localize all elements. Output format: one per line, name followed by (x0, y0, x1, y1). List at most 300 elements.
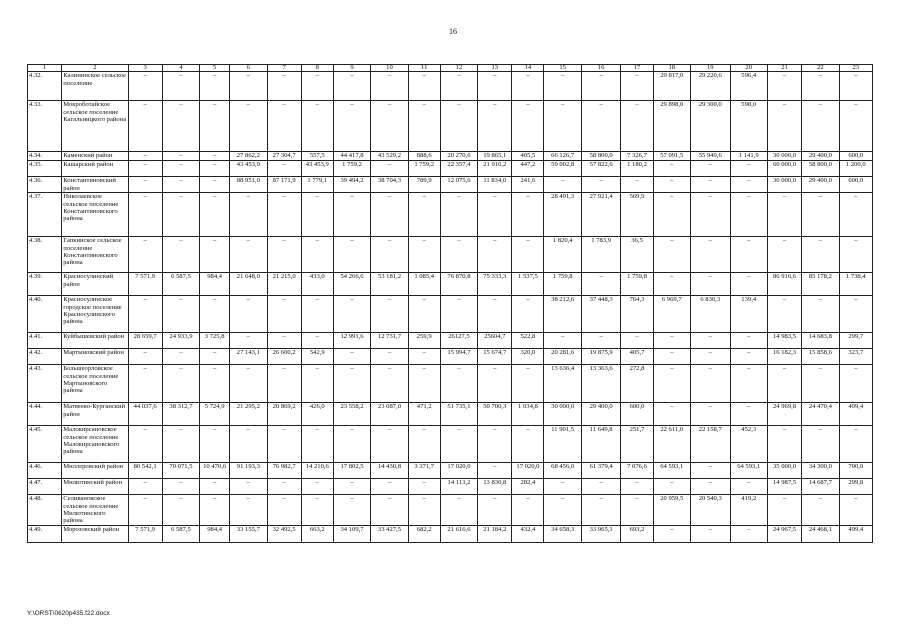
value-cell: 36,5 (621, 237, 653, 273)
municipality-name: Куйбышевский район (62, 333, 128, 349)
value-cell: 29 898,0 (653, 101, 690, 152)
value-cell: 11 649,8 (581, 426, 621, 463)
value-cell: – (200, 495, 230, 525)
value-cell: – (162, 72, 199, 101)
value-cell: 19 865,1 (478, 152, 512, 161)
value-cell: 34 109,7 (333, 525, 370, 542)
value-cell: 6 587,5 (162, 273, 199, 296)
value-cell: 1 180,2 (621, 161, 653, 177)
value-cell: – (730, 365, 767, 403)
value-cell: 33 155,7 (230, 525, 267, 542)
value-cell: – (802, 237, 839, 273)
column-header: 5 (200, 65, 230, 72)
value-cell: – (802, 495, 839, 525)
row-number: 4.37. (28, 193, 62, 237)
value-cell: 24 967,5 (767, 525, 801, 542)
file-path-footer: Y:\ORST\0620p435.f22.docx (27, 610, 110, 617)
value-cell: – (802, 365, 839, 403)
value-cell: – (767, 237, 801, 273)
municipality-name: Каменский район (62, 152, 128, 161)
value-cell: – (690, 273, 730, 296)
municipality-name: Гапкинское сельское поселение Константиновского района (62, 237, 128, 273)
value-cell: – (440, 72, 477, 101)
value-cell: – (440, 193, 477, 237)
value-cell: – (690, 349, 730, 365)
value-cell: 30 000,0 (767, 152, 801, 161)
value-cell: – (162, 177, 199, 193)
value-cell: 1 537,5 (512, 273, 544, 296)
value-cell: 569,9 (621, 193, 653, 237)
value-cell: 35 000,0 (767, 463, 801, 479)
value-cell: 7 076,6 (621, 463, 653, 479)
value-cell: – (230, 495, 267, 525)
value-cell: 20 540,3 (690, 495, 730, 525)
value-cell: – (333, 101, 370, 152)
value-cell: 6 969,7 (653, 296, 690, 333)
value-cell: – (301, 333, 333, 349)
municipality-name: Красносулинский район (62, 273, 128, 296)
column-header: 14 (512, 65, 544, 72)
column-header: 22 (802, 65, 839, 72)
value-cell: – (408, 479, 440, 495)
column-header: 1 (28, 65, 62, 72)
value-cell: 88 951,0 (230, 177, 267, 193)
row-number: 4.38. (28, 237, 62, 273)
table-row (28, 403, 873, 426)
value-cell: – (408, 101, 440, 152)
value-cell: 38 312,7 (162, 403, 199, 426)
value-cell: 700,0 (839, 463, 872, 479)
value-cell: 51 735,1 (440, 403, 477, 426)
value-cell: 43 453,9 (230, 161, 267, 177)
value-cell: – (230, 101, 267, 152)
value-cell: – (301, 479, 333, 495)
value-cell: – (128, 161, 162, 177)
column-header: 8 (301, 65, 333, 72)
value-cell: 14 210,6 (301, 463, 333, 479)
value-cell: – (230, 237, 267, 273)
value-cell: – (200, 349, 230, 365)
value-cell: – (544, 177, 581, 193)
value-cell: – (267, 495, 301, 525)
value-cell: – (440, 296, 477, 333)
table-row (28, 426, 873, 463)
municipality-name: Калининское сельское поселение (62, 72, 128, 101)
row-number: 4.33. (28, 101, 62, 152)
value-cell: – (408, 349, 440, 365)
value-cell: 58 800,0 (802, 161, 839, 177)
value-cell: – (730, 525, 767, 542)
value-cell: 419,2 (730, 495, 767, 525)
table-row (28, 349, 873, 365)
value-cell: 80 542,1 (128, 463, 162, 479)
value-cell: – (581, 495, 621, 525)
value-cell: – (839, 296, 872, 333)
value-cell: 11 901,5 (544, 426, 581, 463)
value-cell: – (802, 193, 839, 237)
value-cell: 29 400,0 (802, 177, 839, 193)
value-cell: – (478, 237, 512, 273)
column-header: 18 (653, 65, 690, 72)
value-cell: – (730, 237, 767, 273)
value-cell: – (333, 365, 370, 403)
value-cell: 85 178,2 (802, 273, 839, 296)
value-cell: – (512, 193, 544, 237)
value-cell: – (621, 177, 653, 193)
value-cell: – (162, 365, 199, 403)
value-cell: – (301, 72, 333, 101)
value-cell: 1 738,4 (839, 273, 872, 296)
column-header: 16 (581, 65, 621, 72)
value-cell: – (128, 349, 162, 365)
value-cell: 22 158,7 (690, 426, 730, 463)
column-header: 23 (839, 65, 872, 72)
row-number: 4.48. (28, 495, 62, 525)
value-cell: 21 215,0 (267, 273, 301, 296)
value-cell: 76 982,7 (267, 463, 301, 479)
value-cell: 14 113,2 (440, 479, 477, 495)
value-cell: – (544, 333, 581, 349)
column-header: 7 (267, 65, 301, 72)
value-cell: 26 600,2 (267, 349, 301, 365)
value-cell: – (128, 479, 162, 495)
value-cell: – (371, 193, 408, 237)
value-cell: 53 181,2 (371, 273, 408, 296)
value-cell: – (200, 72, 230, 101)
row-number: 4.32. (28, 72, 62, 101)
value-cell: – (581, 273, 621, 296)
value-cell: – (128, 152, 162, 161)
value-cell: 251,7 (621, 426, 653, 463)
value-cell: 25604,7 (478, 333, 512, 349)
table-row (28, 72, 873, 101)
value-cell: – (408, 365, 440, 403)
value-cell: 471,2 (408, 403, 440, 426)
value-cell: – (162, 152, 199, 161)
value-cell: 5 724,9 (200, 403, 230, 426)
value-cell: 15 674,7 (478, 349, 512, 365)
value-cell: – (128, 101, 162, 152)
value-cell: 27 304,7 (267, 152, 301, 161)
value-cell: – (301, 237, 333, 273)
value-cell: 24 468,1 (802, 525, 839, 542)
value-cell: – (690, 463, 730, 479)
value-cell: 14 683,8 (802, 333, 839, 349)
value-cell: – (653, 349, 690, 365)
value-cell: – (301, 101, 333, 152)
value-cell: – (128, 426, 162, 463)
value-cell: – (478, 72, 512, 101)
value-cell: – (200, 426, 230, 463)
value-cell: – (621, 72, 653, 101)
value-cell: 272,8 (621, 365, 653, 403)
municipality-name: Мокроботайское сельское поселение Кагальницкого района (62, 101, 128, 152)
value-cell: – (128, 72, 162, 101)
municipality-name: Селивановское сельское поселение Милютинского района (62, 495, 128, 525)
value-cell: – (371, 495, 408, 525)
column-header: 10 (371, 65, 408, 72)
value-cell: – (230, 365, 267, 403)
value-cell: 789,9 (408, 177, 440, 193)
municipality-name: Николаевское сельское поселение Константиновского района (62, 193, 128, 237)
value-cell: 29 400,0 (802, 152, 839, 161)
value-cell: – (371, 349, 408, 365)
value-cell: 43 529,2 (371, 152, 408, 161)
value-cell: – (653, 333, 690, 349)
value-cell: – (544, 495, 581, 525)
value-cell: 1 759,2 (408, 161, 440, 177)
row-number: 4.40. (28, 296, 62, 333)
value-cell: 13 830,8 (478, 479, 512, 495)
value-cell: 27 862,2 (230, 152, 267, 161)
value-cell: – (371, 161, 408, 177)
value-cell: – (333, 349, 370, 365)
value-cell: – (802, 72, 839, 101)
column-header: 3 (128, 65, 162, 72)
value-cell: 39 494,2 (333, 177, 370, 193)
value-cell: 14 687,7 (802, 479, 839, 495)
value-cell: – (478, 101, 512, 152)
value-cell: – (621, 495, 653, 525)
value-cell: 37 448,3 (581, 296, 621, 333)
row-number: 4.35. (28, 161, 62, 177)
value-cell: – (267, 333, 301, 349)
value-cell: – (200, 152, 230, 161)
row-number: 4.45. (28, 426, 62, 463)
value-cell: 16 182,3 (767, 349, 801, 365)
value-cell: – (440, 495, 477, 525)
value-cell: 28 491,3 (544, 193, 581, 237)
municipality-name: Константиновский район (62, 177, 128, 193)
value-cell: 1 200,0 (839, 161, 872, 177)
value-cell: – (621, 101, 653, 152)
column-header: 15 (544, 65, 581, 72)
value-cell: – (690, 177, 730, 193)
value-cell: – (802, 426, 839, 463)
value-cell: 405,5 (512, 152, 544, 161)
value-cell: 984,4 (200, 273, 230, 296)
value-cell: – (839, 426, 872, 463)
value-cell: 139,4 (730, 296, 767, 333)
value-cell: 598,0 (730, 101, 767, 152)
value-cell: 17 802,5 (333, 463, 370, 479)
value-cell: – (440, 101, 477, 152)
value-cell: 24 969,8 (767, 403, 801, 426)
value-cell: 30 000,0 (544, 403, 581, 426)
value-cell: – (162, 237, 199, 273)
value-cell: – (408, 296, 440, 333)
value-cell: – (653, 237, 690, 273)
value-cell: 54 266,6 (333, 273, 370, 296)
value-cell: 12 731,7 (371, 333, 408, 349)
column-header: 12 (440, 65, 477, 72)
value-cell: – (802, 101, 839, 152)
value-cell: – (730, 161, 767, 177)
value-cell: – (730, 403, 767, 426)
value-cell: – (839, 72, 872, 101)
value-cell: – (200, 479, 230, 495)
value-cell: – (162, 479, 199, 495)
value-cell: 432,4 (512, 525, 544, 542)
table-row (28, 333, 873, 349)
row-number: 4.49. (28, 525, 62, 542)
row-number: 4.44. (28, 403, 62, 426)
value-cell: – (512, 296, 544, 333)
value-cell: 1 759,2 (333, 161, 370, 177)
value-cell: – (730, 349, 767, 365)
value-cell: 59 002,8 (544, 161, 581, 177)
value-cell: 1 759,8 (621, 273, 653, 296)
value-cell: – (690, 479, 730, 495)
value-cell: – (128, 237, 162, 273)
value-cell: – (162, 161, 199, 177)
value-cell: – (544, 479, 581, 495)
value-cell: – (162, 296, 199, 333)
value-cell: 12 991,6 (333, 333, 370, 349)
value-cell: 682,2 (408, 525, 440, 542)
value-cell: – (371, 72, 408, 101)
value-cell: – (544, 72, 581, 101)
value-cell: – (690, 193, 730, 237)
value-cell: 6 830,3 (690, 296, 730, 333)
table-row (28, 237, 873, 273)
value-cell: – (581, 479, 621, 495)
value-cell: 61 379,4 (581, 463, 621, 479)
value-cell: – (730, 193, 767, 237)
value-cell: – (581, 72, 621, 101)
budget-table (27, 64, 873, 543)
table-row (28, 525, 873, 542)
value-cell: 20 281,6 (544, 349, 581, 365)
value-cell: – (767, 365, 801, 403)
table-row (28, 273, 873, 296)
value-cell: 23 087,0 (371, 403, 408, 426)
value-cell: – (478, 495, 512, 525)
value-cell: – (730, 479, 767, 495)
value-cell: – (512, 495, 544, 525)
value-cell: – (301, 426, 333, 463)
value-cell: – (478, 426, 512, 463)
value-cell: – (839, 365, 872, 403)
value-cell: – (128, 495, 162, 525)
value-cell: – (230, 426, 267, 463)
value-cell: – (162, 101, 199, 152)
value-cell: 34 658,3 (544, 525, 581, 542)
value-cell: – (371, 365, 408, 403)
value-cell: – (301, 296, 333, 333)
value-cell: 11 834,0 (478, 177, 512, 193)
value-cell: 499,4 (839, 525, 872, 542)
value-cell: 405,7 (621, 349, 653, 365)
value-cell: 323,7 (839, 349, 872, 365)
value-cell: – (839, 495, 872, 525)
value-cell: 55 949,6 (690, 152, 730, 161)
value-cell: – (653, 525, 690, 542)
value-cell: – (581, 101, 621, 152)
row-number: 4.39. (28, 273, 62, 296)
value-cell: – (621, 479, 653, 495)
value-cell: 66 126,7 (544, 152, 581, 161)
value-cell: 1 141,9 (730, 152, 767, 161)
column-header: 4 (162, 65, 199, 72)
value-cell: – (267, 237, 301, 273)
value-cell: 19 875,9 (581, 349, 621, 365)
value-cell: – (478, 365, 512, 403)
value-cell: – (162, 193, 199, 237)
value-cell: 693,2 (621, 525, 653, 542)
value-cell: – (690, 333, 730, 349)
value-cell: 29 220,6 (690, 72, 730, 101)
value-cell: – (730, 333, 767, 349)
value-cell: – (581, 333, 621, 349)
value-cell: – (267, 479, 301, 495)
table-row (28, 479, 873, 495)
value-cell: – (200, 177, 230, 193)
value-cell: 15 858,6 (802, 349, 839, 365)
value-cell: 663,2 (301, 525, 333, 542)
value-cell: – (408, 193, 440, 237)
table-row (28, 296, 873, 333)
column-header: 6 (230, 65, 267, 72)
value-cell: 33 427,5 (371, 525, 408, 542)
value-cell: – (478, 463, 512, 479)
value-cell: – (653, 193, 690, 237)
value-cell: – (653, 403, 690, 426)
value-cell: 14 430,8 (371, 463, 408, 479)
value-cell: 447,2 (512, 161, 544, 177)
column-header: 13 (478, 65, 512, 72)
value-cell: 7 571,9 (128, 525, 162, 542)
value-cell: – (839, 101, 872, 152)
value-cell: – (544, 101, 581, 152)
value-cell: – (200, 365, 230, 403)
municipality-name: Большеорловское сельское поселение Мартыновского района (62, 365, 128, 403)
value-cell: 21 295,2 (230, 403, 267, 426)
value-cell: – (200, 296, 230, 333)
value-cell: 1 759,8 (544, 273, 581, 296)
value-cell: – (267, 72, 301, 101)
value-cell: 596,4 (730, 72, 767, 101)
value-cell: – (200, 237, 230, 273)
municipality-name: Матвеево-Курганский район (62, 403, 128, 426)
column-header: 9 (333, 65, 370, 72)
value-cell: – (440, 237, 477, 273)
municipality-name: Морозовский район (62, 525, 128, 542)
value-cell: – (128, 365, 162, 403)
value-cell: 87 171,9 (267, 177, 301, 193)
value-cell: – (128, 177, 162, 193)
value-cell: 433,0 (301, 273, 333, 296)
value-cell: – (301, 365, 333, 403)
table-row (28, 495, 873, 525)
value-cell: – (128, 193, 162, 237)
value-cell: – (301, 495, 333, 525)
value-cell: – (512, 365, 544, 403)
value-cell: – (690, 237, 730, 273)
value-cell: – (267, 193, 301, 237)
value-cell: – (371, 479, 408, 495)
value-cell: – (333, 193, 370, 237)
value-cell: 21 616,6 (440, 525, 477, 542)
value-cell: 33 965,1 (581, 525, 621, 542)
value-cell: 299,7 (839, 333, 872, 349)
value-cell: – (690, 525, 730, 542)
value-cell: – (478, 296, 512, 333)
value-cell: – (267, 296, 301, 333)
value-cell: – (333, 426, 370, 463)
value-cell: 50 700,3 (478, 403, 512, 426)
value-cell: 57 822,6 (581, 161, 621, 177)
